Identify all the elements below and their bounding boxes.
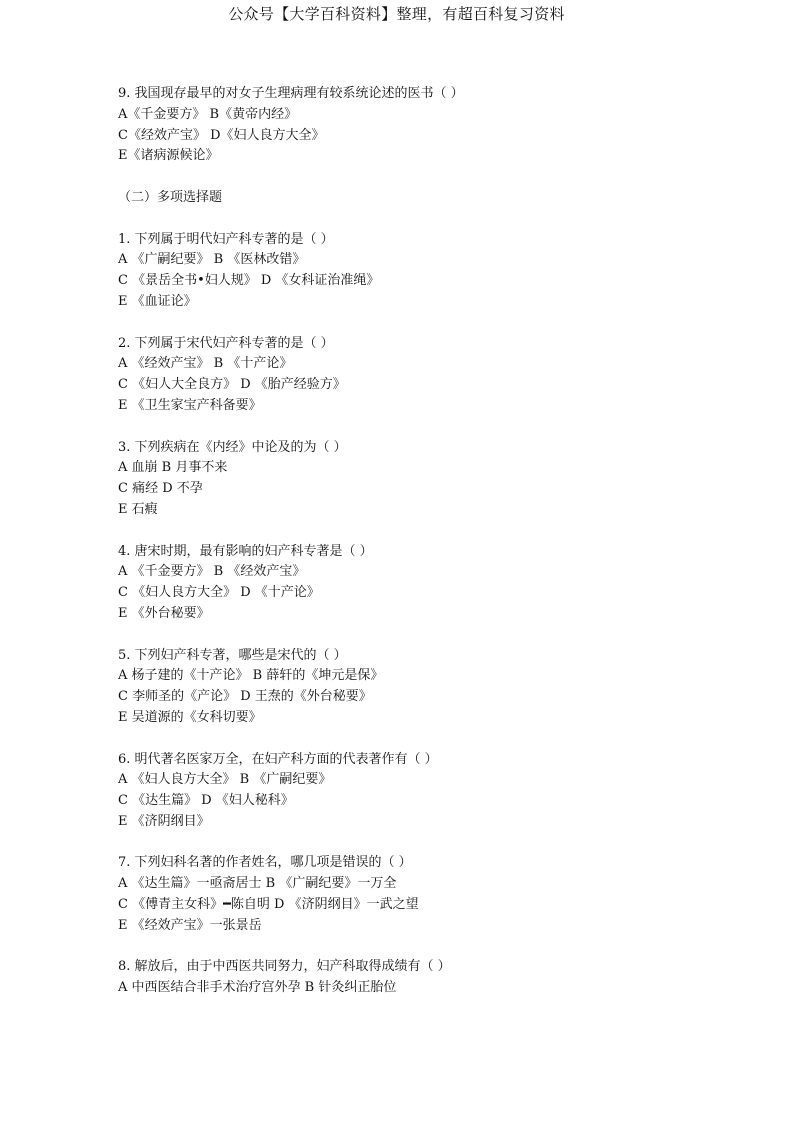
question-option: E 《外台秘要》 bbox=[118, 605, 210, 621]
question-option: C《经效产宝》 D《妇人良方大全》 bbox=[118, 127, 325, 143]
question-stem: 1. 下列属于明代妇产科专著的是（ ） bbox=[118, 231, 334, 247]
question-option: A 《达生篇》一亟斋居士 B 《广嗣纪要》一万全 bbox=[118, 876, 397, 892]
question-option: A 《千金要方》 B 《经效产宝》 bbox=[118, 564, 306, 580]
question-stem: 5. 下列妇产科专著，哪些是宋代的（ ） bbox=[118, 647, 347, 663]
question-stem: 9. 我国现存最早的对女子生理病理有较系统论述的医书（ ） bbox=[118, 86, 464, 101]
question-option: C 《妇人良方大全》 D 《十产论》 bbox=[118, 585, 320, 601]
question-option: C 痛经 D 不孕 bbox=[118, 481, 203, 497]
multi-question-3 bbox=[118, 438, 758, 521]
question-option: C 《妇人大全良方》 D 《胎产经验方》 bbox=[118, 377, 346, 393]
question-option: C 李师圣的《产论》 D 王焘的《外台秘要》 bbox=[118, 689, 372, 705]
question-stem: 4. 唐宋时期，最有影响的妇产科专著是（ ） bbox=[118, 543, 373, 559]
question-9 bbox=[118, 84, 758, 167]
question-option: A 《妇人良方大全》 B 《广嗣纪要》 bbox=[118, 772, 332, 788]
question-stem: 3. 下列疾病在《内经》中论及的为（ ） bbox=[118, 439, 347, 455]
question-option: C 《景岳全书•妇人规》 D 《女科证治准绳》 bbox=[118, 273, 380, 289]
question-option: E 石瘕 bbox=[118, 501, 158, 517]
question-option: E 《血证论》 bbox=[118, 293, 197, 309]
question-stem: 7. 下列妇科名著的作者姓名，哪几项是错误的（ ） bbox=[118, 855, 412, 871]
question-option: A 《经效产宝》 B 《十产论》 bbox=[118, 356, 293, 372]
document-body bbox=[118, 84, 758, 999]
multi-question-7 bbox=[118, 853, 758, 936]
question-option: C 《傅青主女科》━陈自明 D 《济阴纲目》一武之望 bbox=[118, 897, 419, 913]
question-stem: 2. 下列属于宋代妇产科专著的是（ ） bbox=[118, 335, 334, 351]
question-option: C 《达生篇》 D 《妇人秘科》 bbox=[118, 793, 294, 809]
question-option: E 吴道源的《女科切要》 bbox=[118, 709, 262, 725]
question-option: E 《卫生家宝产科备要》 bbox=[118, 397, 262, 413]
section-title: （二）多项选择题 bbox=[118, 189, 223, 205]
multi-question-2 bbox=[118, 334, 758, 417]
page-header: 公众号【大学百科资料】整理，有超百科复习资料 bbox=[228, 5, 565, 23]
question-stem: 6. 明代著名医家万全，在妇产科方面的代表著作有（ ） bbox=[118, 751, 438, 767]
multi-question-8 bbox=[118, 957, 758, 999]
multi-question-6 bbox=[118, 750, 758, 833]
question-option: E 《济阴纲目》 bbox=[118, 813, 210, 829]
multi-question-4 bbox=[118, 542, 758, 625]
question-option: A 杨子建的《十产论》 B 薛轩的《坤元是保》 bbox=[118, 668, 384, 684]
multi-question-1 bbox=[118, 230, 758, 313]
question-option: E《诸病源候论》 bbox=[118, 148, 219, 164]
question-option: A 血崩 B 月事不来 bbox=[118, 460, 228, 476]
multi-question-5 bbox=[118, 646, 758, 729]
question-option: E 《经效产宝》一张景岳 bbox=[118, 917, 262, 933]
question-option: A 中西医结合非手术治疗宫外孕 B 针灸纠正胎位 bbox=[118, 980, 397, 996]
question-option: A《千金要方》 B《黄帝内经》 bbox=[118, 106, 298, 122]
question-stem: 8. 解放后，由于中西医共同努力，妇产科取得成绩有（ ） bbox=[118, 959, 451, 975]
question-option: A 《广嗣纪要》 B 《医林改错》 bbox=[118, 252, 306, 268]
